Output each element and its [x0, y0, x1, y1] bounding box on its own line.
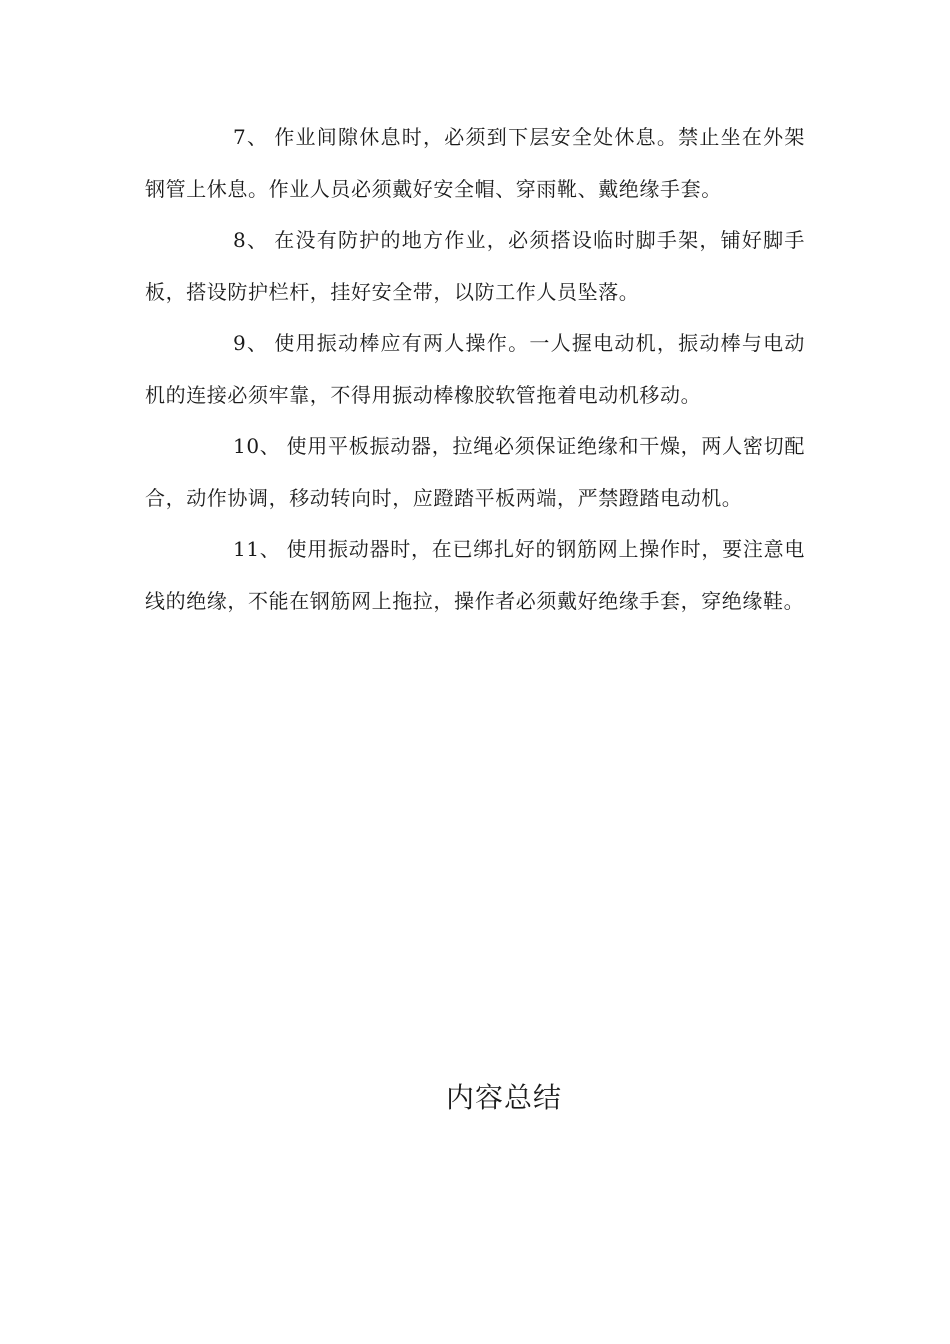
document-body: [145, 112, 805, 627]
paragraph-8: [145, 215, 805, 318]
paragraph-9: [145, 318, 805, 421]
paragraph-number: 7、: [233, 125, 269, 149]
paragraph-text: 使用平板振动器，拉绳必须保证绝缘和干燥，两人密切配合，动作协调，移动转向时，应蹬踏平板两端，严禁蹬踏电动机。: [145, 434, 806, 510]
paragraph-text: 使用振动器时，在已绑扎好的钢筋网上操作时，要注意电线的绝缘，不能在钢筋网上拖拉，操作者必须戴好绝缘手套，穿绝缘鞋。: [145, 537, 806, 613]
paragraph-number: 11、: [233, 537, 281, 561]
paragraph-text: 在没有防护的地方作业，必须搭设临时脚手架，铺好脚手板，搭设防护栏杆，挂好安全带，以防工作人员坠落。: [145, 228, 805, 304]
paragraph-number: 10、: [233, 434, 281, 458]
paragraph-text: 使用振动棒应有两人操作。一人握电动机，振动棒与电动机的连接必须牢靠，不得用振动棒橡胶软管拖着电动机移动。: [145, 331, 805, 407]
paragraph-10: [145, 421, 805, 524]
paragraph-number: 8、: [233, 228, 269, 252]
paragraph-11: [145, 524, 805, 627]
paragraph-number: 9、: [233, 331, 269, 355]
paragraph-7: [145, 112, 805, 215]
paragraph-text: 作业间隙休息时，必须到下层安全处休息。禁止坐在外架钢管上休息。作业人员必须戴好安全帽、穿雨靴、戴绝缘手套。: [145, 125, 805, 201]
summary-heading: 内容总结: [445, 1081, 562, 1114]
